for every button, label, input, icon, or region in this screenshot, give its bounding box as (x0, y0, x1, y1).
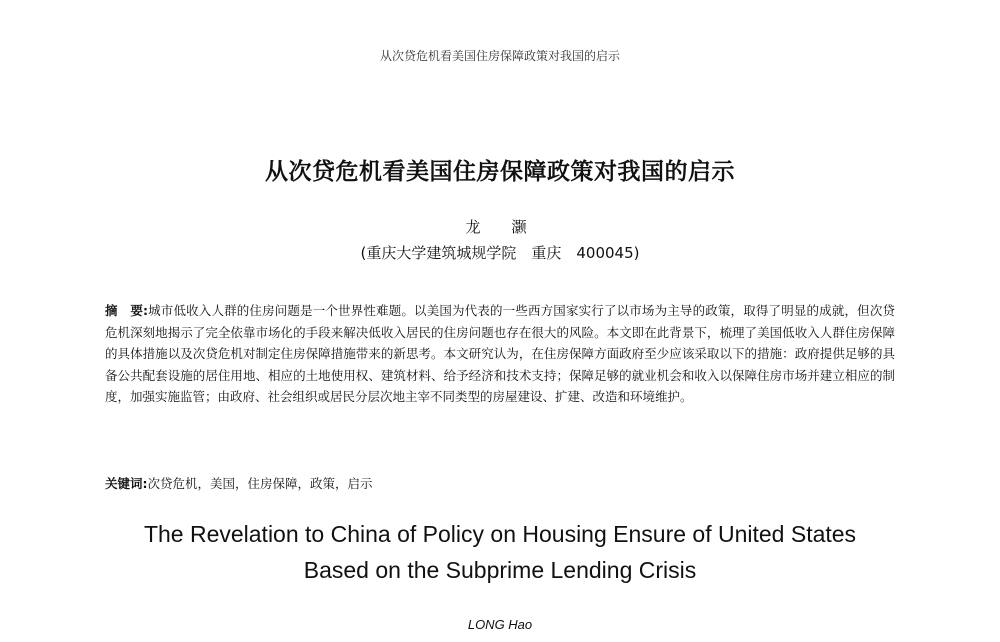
keywords (105, 474, 895, 492)
running-header: 从次贷危机看美国住房保障政策对我国的启示 (379, 49, 620, 63)
paper-title-english-line2: Based on the Subprime Lending Crisis (303, 557, 697, 583)
paper-title-chinese: 从次贷危机看美国住房保障政策对我国的启示 (265, 159, 735, 185)
paper-title-english (0, 516, 1000, 588)
abstract-label: 摘 要: (105, 303, 148, 318)
author-name-chinese: 龙 灏 (465, 218, 535, 236)
author-name-english: LONG Hao (467, 617, 533, 632)
abstract (105, 300, 895, 408)
author-affiliation: (重庆大学建筑城规学院 重庆 400045) (360, 244, 640, 262)
keywords-text: 次贷危机，美国，住房保障，政策，启示 (147, 476, 373, 491)
keywords-label: 关键词: (105, 476, 148, 491)
abstract-text: 城市低收入人群的住房问题是一个世界性难题。以美国为代表的一些西方国家实行了以市场为主导的政策，取得了明显的成就，但次贷危机深刻地揭示了完全依靠市场化的手段来解决低收入居民的住房问题也存在很大的风险。本文即在此背景下，梳理了美国低收入人群住房保障的具体措施以及次贷危机对制定住房保障措施带来的新思考。本文研究认为，在住房保障方面政府至少应该采取以下的措施：政府提供足够的具备公共配套设施的居住用地、相应的土地使用权、建筑材料、给予经济和技术支持；保障足够的就业机会和收入以保障住房市场并建立相应的制度，加强实施监管；由政府、社会组织或居民分层次地主宰不同类型的房屋建设、扩建、改造和环境维护。 (105, 303, 895, 404)
paper-title-english-line1: The Revelation to China of Policy on Housing Ensure of United States (143, 521, 857, 547)
